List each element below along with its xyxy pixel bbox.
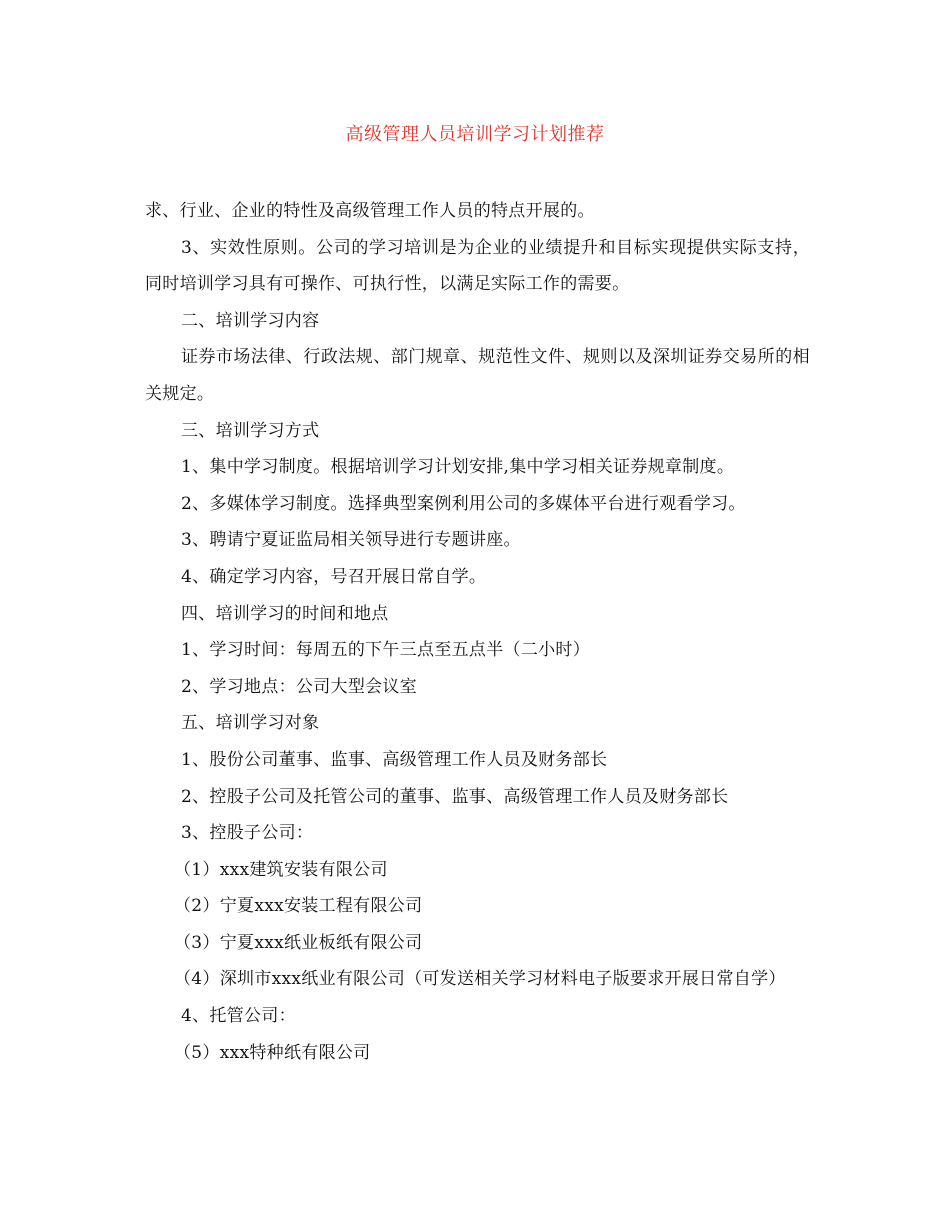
sub-list-item: （3）宁夏xxx纸业板纸有限公司 [174, 932, 423, 953]
sub-list-item: （2）宁夏xxx安装工程有限公司 [174, 896, 423, 917]
list-item: 2、学习地点：公司大型会议室 [181, 676, 418, 697]
list-item: 3、聘请宁夏证监局相关领导进行专题讲座。 [181, 530, 521, 551]
list-item: 3、控股子公司： [181, 823, 314, 844]
paragraph: 求、行业、企业的特性及高级管理工作人员的特点开展的。 [145, 201, 595, 221]
section-heading: 三、培训学习方式 [181, 420, 320, 441]
section-heading: 四、培训学习的时间和地点 [181, 603, 389, 624]
list-item: 4、托管公司： [181, 1006, 296, 1027]
list-item: 2、多媒体学习制度。选择典型案例利用公司的多媒体平台进行观看学习。 [181, 493, 746, 514]
list-item: 4、确定学习内容，号召开展日常自学。 [181, 566, 487, 587]
sub-list-item: （5）xxx特种纸有限公司 [174, 1042, 371, 1063]
sub-list-item: （1）xxx建筑安装有限公司 [174, 859, 388, 880]
paragraph: 3、实效性原则。公司的学习培训是为企业的业绩提升和目标实现提供实际支持，同时培训学习具有可操作、可执行性，以满足实际工作的需要。 [145, 237, 810, 295]
sub-list-item: （4）深圳市xxx纸业有限公司（可发送相关学习材料电子版要求开展日常自学） [174, 969, 786, 990]
paragraph: 证券市场法律、行政法规、部门规章、规范性文件、规则以及深圳证券交易所的相关规定。 [145, 347, 810, 404]
list-item: 1、集中学习制度。根据培训学习计划安排,集中学习相关证券规章制度。 [181, 457, 735, 478]
section-heading: 五、培训学习对象 [181, 713, 320, 734]
list-item: 2、控股子公司及托管公司的董事、监事、高级管理工作人员及财务部长 [181, 786, 729, 807]
document-title: 高级管理人员培训学习计划推荐 [345, 124, 605, 145]
section-heading: 二、培训学习内容 [181, 310, 320, 331]
list-item: 1、学习时间：每周五的下午三点至五点半（二小时） [181, 640, 591, 661]
document-body [145, 193, 810, 1071]
list-item: 1、股份公司董事、监事、高级管理工作人员及财务部长 [181, 749, 608, 770]
